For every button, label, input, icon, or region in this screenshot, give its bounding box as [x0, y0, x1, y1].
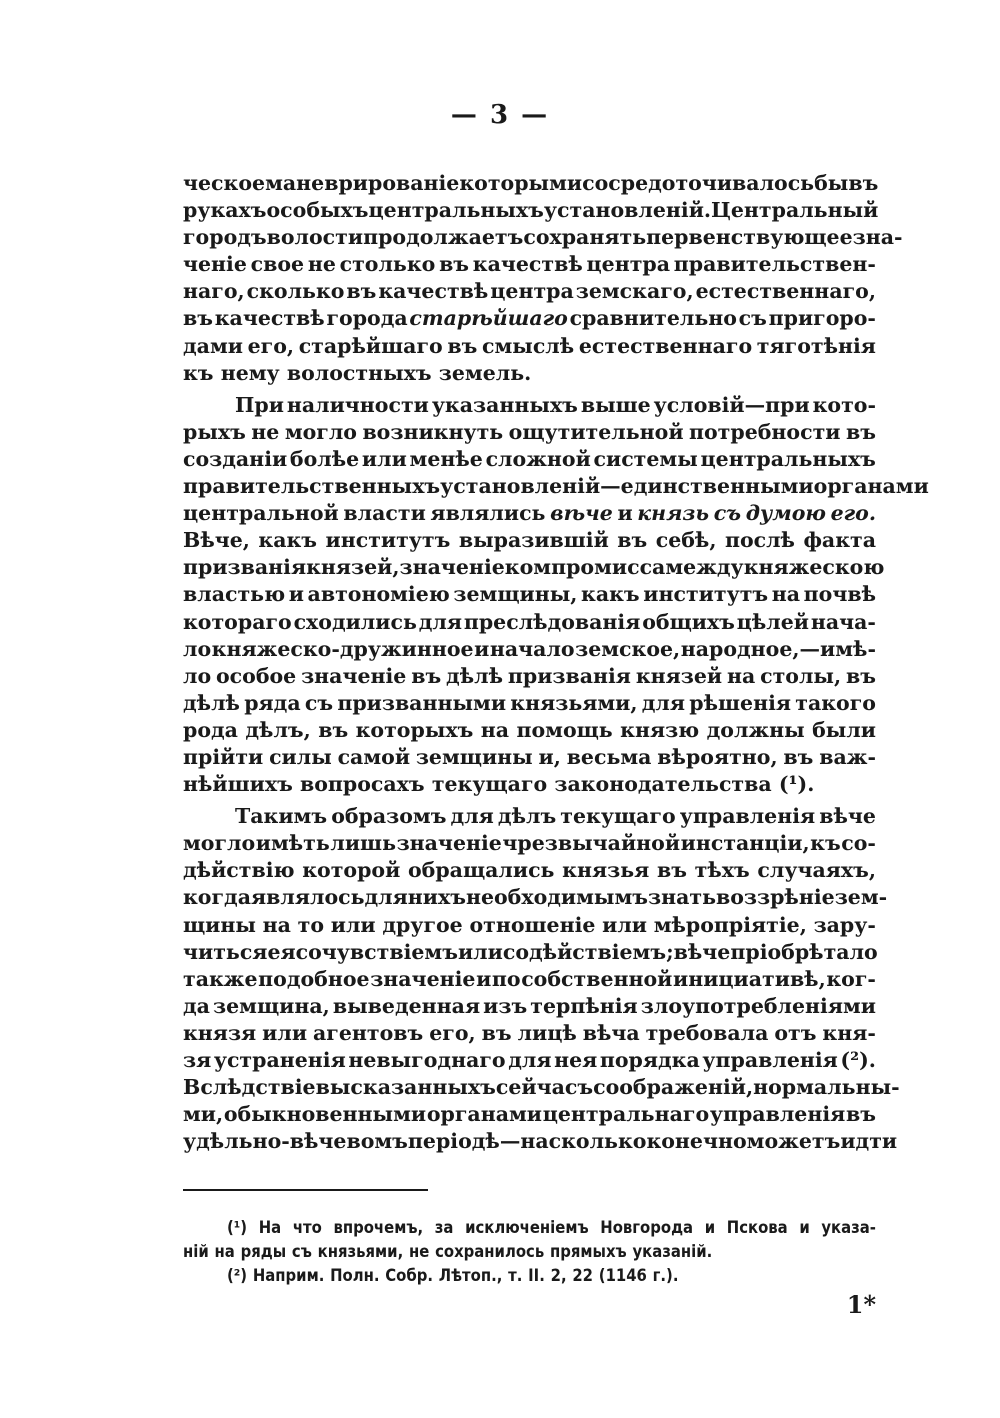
text-line: да земщина, выведенная изъ терпѣнія злоупотребленіями — [183, 993, 876, 1018]
text-line: городъ волости продолжаетъ сохранять первенствующее зна- — [183, 225, 903, 250]
page-number-header: — 3 — — [450, 100, 550, 130]
text-line: Такимъ образомъ для дѣлъ текущаго управленія вѣче — [235, 804, 876, 829]
footnote-divider — [183, 1189, 428, 1191]
text-line: призванія князей, значеніе компромисса между княжескою — [183, 555, 885, 580]
printer-signature-mark: 1* — [846, 1290, 876, 1319]
text-line: правительственныхъ установленій—единственными органами — [183, 474, 929, 499]
footnote-line: ній на ряды съ князьями, не сохранилось прямыхъ указаній. — [183, 1242, 713, 1261]
text-line: властью и автономіею земщины, какъ институтъ на почвѣ — [183, 582, 876, 607]
text-line: наго, сколько въ качествѣ центра земскаго, естественнаго, — [183, 279, 876, 304]
text-line: дѣйствію которой обращались князья въ тѣхъ случаяхъ, — [183, 858, 876, 883]
main-text — [183, 170, 929, 1155]
text-line: дѣлѣ ряда съ призванными князьями, для рѣшенія такого — [183, 690, 876, 715]
text-line: ло княжеско-дружинное и начало земское, народное,—имѣ- — [183, 636, 876, 661]
text-line: также подобное значеніе и по собственной инициативѣ, ког- — [183, 966, 876, 991]
footnote-line: (¹) На что впрочемъ, за исключеніемъ Новгорода и Пскова и указа- — [227, 1218, 876, 1237]
text-line: князя или агентовъ его, въ лицѣ вѣча требовала отъ кня- — [183, 1020, 876, 1045]
text-line: котораго сходились для преслѣдованія общихъ цѣлей нача- — [183, 609, 876, 634]
text-line: ческое маневрированіе которыми сосредоточивалось бы въ — [183, 171, 879, 195]
text-line: ми, обыкновенными органами центральнаго управленія въ — [183, 1102, 876, 1127]
text-line: При наличности указанныхъ выше условій—при кото- — [235, 392, 876, 417]
text-line: могло имѣть лишь значеніе чрезвычайной инстанціи, къ со- — [183, 831, 876, 856]
text-line: щины на то или другое отношеніе или мѣропріятіе, зару- — [183, 912, 876, 937]
text-line: Вслѣдствіе высказанныхъ сейчасъ соображеній, нормальны- — [183, 1075, 900, 1100]
text-line: удѣльно-вѣчевомъ періодѣ—на сколько конечно можетъ идти — [183, 1129, 898, 1154]
text-line: Вѣче, какъ институтъ выразившій въ себѣ, послѣ факта — [183, 528, 876, 553]
text-line: ченіе свое не столько въ качествѣ центра правительствен- — [183, 252, 876, 277]
footnote-line: (²) Наприм. Полн. Собр. Лѣтоп., т. II. 2, 22 (1146 г.). — [227, 1266, 679, 1285]
text-line: когда являлось для нихъ необходимымъ знать воззрѣніе зем- — [183, 885, 888, 910]
text-line: центральной власти являлись вѣче и князь съ думою его. — [183, 501, 876, 526]
text-line: рода дѣлъ, въ которыхъ на помощь князю должны были — [183, 717, 876, 742]
text-line: къ нему волостныхъ земель. — [183, 360, 532, 385]
text-line: въ качествѣ города старѣйшаго сравнительно съ пригоро- — [183, 306, 876, 331]
text-line: нѣйшихъ вопросахъ текущаго законодательства (¹). — [183, 772, 815, 797]
text-line: прійти силы самой земщины и, весьма вѣроятно, въ важ- — [183, 744, 876, 769]
text-line: зя устраненія невыгоднаго для нея порядка управленія (²). — [183, 1048, 876, 1072]
text-line: читься ея сочувствіемъ или содѣйствіемъ; вѣче пріобрѣтало — [183, 939, 878, 964]
text-line: созданіи болѣе или менѣе сложной системы центральныхъ — [183, 446, 876, 471]
text-line: ло особое значеніе въ дѣлѣ призванія князей на столы, въ — [183, 663, 876, 688]
footnotes — [183, 1216, 876, 1288]
text-line: рукахъ особыхъ центральныхъ установленій. Центральный — [183, 198, 879, 223]
text-line: рыхъ не могло возникнуть ощутительной потребности въ — [183, 419, 876, 444]
text-line: дами его, старѣйшаго въ смыслѣ естественнаго тяготѣнія — [183, 333, 876, 358]
